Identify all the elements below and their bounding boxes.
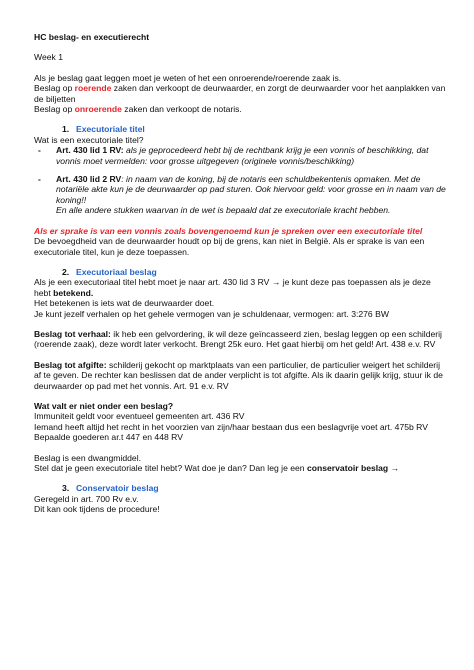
niet-onder-line-3: Bepaalde goederen ar.t 447 en 448 RV xyxy=(34,432,183,443)
bullet-2-extra: En alle andere stukken waarvan in de wet is bepaald dat ze executoriale kracht hebben. xyxy=(56,205,391,216)
section-2-para-2: Het betekenen is iets wat de deurwaarder doet. xyxy=(34,298,215,309)
niet-onder-line-2: Iemand heeft altijd het recht in het voorzien van zijn/haar bestaan dus een beslagvrije voet art. 475b RV xyxy=(34,421,428,432)
bullet-art-430-lid-1: - Art. 430 lid 1 RV: als je geprocedeerd hebt bij de rechtbank krijg je een vonnis of beschikking, dat vonnis moet vermelden: voor grosse uitgegeven (originele vonnis/beschikking) xyxy=(38,145,429,166)
conservatoir-line: Stel dat je geen executoriale titel hebt? Wat doe je dan? Dan leg je een conservatoir beslag → xyxy=(34,463,400,473)
beslag-tot-afgifte: Beslag tot afgifte: schilderij gekocht op marktplaats van een particulier, de particulier weigert het schilderij af te geven. De rechter kan beslissen dat de ander verplicht is tot afgifte. Als ik daarin gelijk krijg, stuur ik de deurwaarder op pad met het vonnis. Art. 91 e.v. RV xyxy=(34,359,443,391)
onroerende-highlight: onroerende xyxy=(74,104,122,115)
bullet-art-430-lid-2: - Art. 430 lid 2 RV: in naam van de koning, bij de notaris een schuldbekentenis opmaken. Met de notariële akte kun je de deurwaarder op pad sturen. Ook hiervoor geld: voor grosse en in naam van de koning!! xyxy=(38,174,446,205)
document-title: HC beslag- en executierecht xyxy=(34,32,150,42)
niet-onder-line-1: Immuniteit geldt voor eventueel gemeenten art. 436 RV xyxy=(34,411,245,422)
warning-text: Als er sprake is van een vonnis zoals bovengenoemd kun je spreken over een executoriale titel xyxy=(34,225,423,236)
section-1-question: Wat is een executoriale titel? xyxy=(34,134,144,145)
section-3-line-1: Geregeld in art. 700 Rv e.v. xyxy=(34,493,139,504)
section-3-heading: 3. Conservatoir beslag xyxy=(62,483,159,494)
section-3-line-2: Dit kan ook tijdens de procedure! xyxy=(34,504,160,515)
roerende-highlight: roerende xyxy=(74,83,112,94)
dwangmiddel-line: Beslag is een dwangmiddel. xyxy=(34,452,142,463)
section-2-para-1: Als je een executoriaal titel hebt moet je naar art. 430 lid 3 RV → je kunt deze pas toepassen als je deze hebt betekend. xyxy=(34,277,431,298)
section-2-para-3: Je kunt jezelf verhalen op het gehele vermogen van je schuldenaar, vermogen: art. 3:276 BW xyxy=(34,308,389,319)
niet-onder-beslag-heading: Wat valt er niet onder een beslag? xyxy=(34,400,174,411)
section-1-heading: 1. Executoriale titel xyxy=(62,124,145,135)
section-2-heading: 2. Executoriaal beslag xyxy=(62,266,157,277)
intro-line-2: Beslag op roerende zaken dan verkoopt de deurwaarder, en zorgt de deurwaarder voor het aanplakken van de biljetten xyxy=(34,83,446,104)
intro-line-1: Als je beslag gaat leggen moet je weten of het een onroerende/roerende zaak is. xyxy=(34,72,342,83)
section-1-after-warning: De bevoegdheid van de deurwaarder houdt op bij de grens, kan niet in België. Als er sprake is van een executoriale titel, kun je deze toepassen. xyxy=(34,236,425,257)
intro-line-3: Beslag op onroerende zaken dan verkoopt de notaris. xyxy=(34,104,242,115)
beslag-tot-verhaal: Beslag tot verhaal: ik heb een gelvordering, ik wil deze geïncasseerd zien, beslag leggen op een schilderij (roerende zaak), deze wordt later verkocht. Brengt 25k euro. Het gaat hierbij om het geld! Art. 438 e.v. RV xyxy=(34,328,442,350)
document-content xyxy=(34,32,446,515)
week-label: Week 1 xyxy=(34,52,63,63)
